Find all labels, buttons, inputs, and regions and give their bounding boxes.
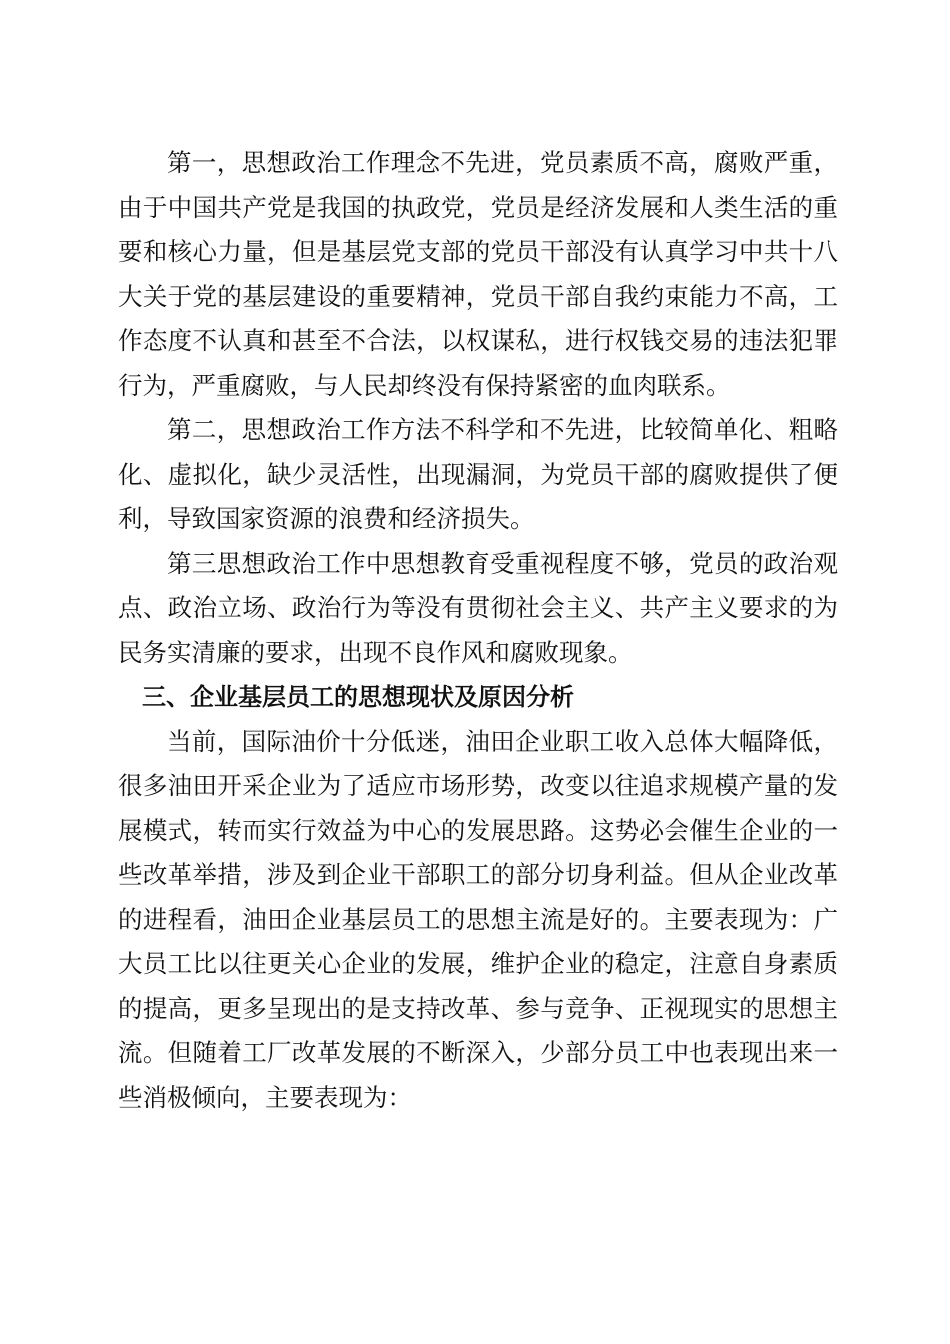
paragraph-current-situation: 当前，国际油价十分低迷，油田企业职工收入总体大幅降低，很多油田开采企业为了适应市场形势，改变以往追求规模产量的发展模式，转而实行效益为中心的发展思路。这势必会催生企业的一些改革举措，涉及到企业干部职工的部分切身利益。但从企业改革的进程看，油田企业基层员工的思想主流是好的。主要表现为：广大员工比以往更关心企业的发展，维护企业的稳定，注意自身素质的提高，更多呈现出的是支持改革、参与竞争、正视现实的思想主流。但随着工厂改革发展的不断深入，少部分员工中也表现出来一些消极倾向，主要表现为： — [118, 726, 838, 1112]
section-heading: 三、企业基层员工的思想现状及原因分析 — [142, 683, 574, 711]
paragraph-second-point: 第二，思想政治工作方法不科学和不先进，比较简单化、粗略化、虚拟化，缺少灵活性，出现漏洞，为党员干部的腐败提供了便利，导致国家资源的浪费和经济损失。 — [118, 415, 838, 533]
paragraph-first-point: 第一，思想政治工作理念不先进，党员素质不高，腐败严重，由于中国共产党是我国的执政党，党员是经济发展和人类生活的重要和核心力量，但是基层党支部的党员干部没有认真学习中共十八大关于党的基层建设的重要精神，党员干部自我约束能力不高，工作态度不认真和甚至不合法，以权谋私，进行权钱交易的违法犯罪行为，严重腐败，与人民却终没有保持紧密的血肉联系。 — [118, 148, 838, 400]
document-body — [118, 141, 838, 1120]
paragraph-third-point: 第三思想政治工作中思想教育受重视程度不够，党员的政治观点、政治立场、政治行为等没有贯彻社会主义、共产主义要求的为民务实清廉的要求，出现不良作风和腐败现象。 — [118, 548, 838, 667]
